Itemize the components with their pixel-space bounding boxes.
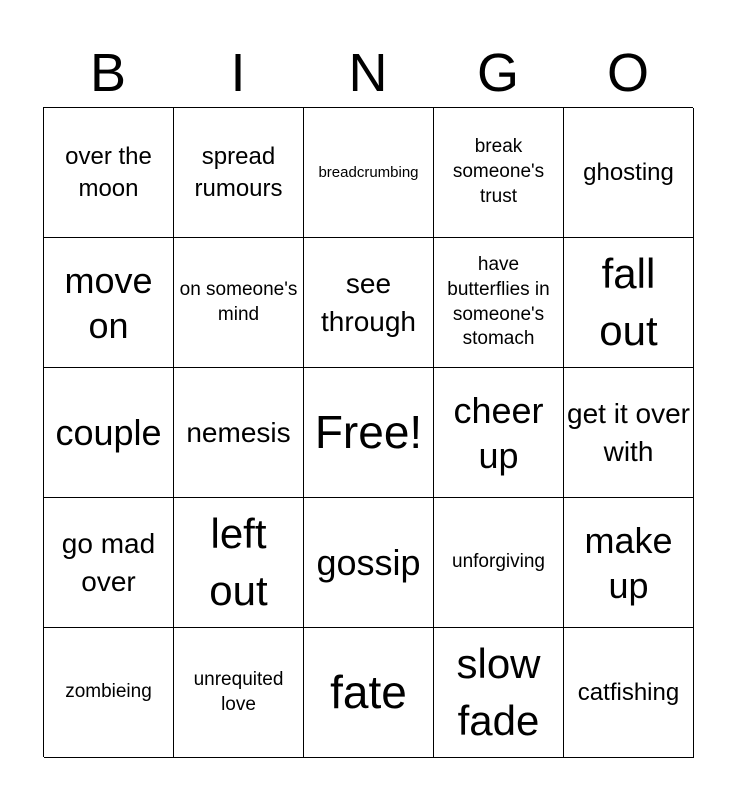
bingo-cell[interactable]: fall out bbox=[564, 238, 694, 368]
bingo-cell[interactable]: over the moon bbox=[44, 108, 174, 238]
bingo-cell[interactable]: have butterflies in someone's stomach bbox=[434, 238, 564, 368]
bingo-cell[interactable]: go mad over bbox=[44, 498, 174, 628]
header-letter-i: I bbox=[230, 43, 246, 103]
bingo-cell[interactable]: couple bbox=[44, 368, 174, 498]
bingo-cell[interactable]: on someone's mind bbox=[174, 238, 304, 368]
bingo-cell[interactable]: cheer up bbox=[434, 368, 564, 498]
bingo-cell[interactable]: catfishing bbox=[564, 628, 694, 758]
header-letter-b: B bbox=[89, 43, 127, 103]
bingo-cell[interactable]: see through bbox=[304, 238, 434, 368]
bingo-cell-free[interactable]: Free! bbox=[304, 368, 434, 498]
bingo-cell[interactable]: left out bbox=[174, 498, 304, 628]
bingo-cell[interactable]: unrequited love bbox=[174, 628, 304, 758]
bingo-cell[interactable]: gossip bbox=[304, 498, 434, 628]
bingo-cell[interactable]: slow fade bbox=[434, 628, 564, 758]
bingo-cell[interactable]: ghosting bbox=[564, 108, 694, 238]
bingo-cell[interactable]: breadcrumbing bbox=[304, 108, 434, 238]
bingo-cell[interactable]: fate bbox=[304, 628, 434, 758]
bingo-cell[interactable]: break someone's trust bbox=[434, 108, 564, 238]
header-letter-g: G bbox=[476, 43, 519, 103]
bingo-cell[interactable]: make up bbox=[564, 498, 694, 628]
header-letter-n: N bbox=[348, 43, 388, 103]
bingo-card bbox=[43, 107, 693, 757]
bingo-cell[interactable]: nemesis bbox=[174, 368, 304, 498]
bingo-cell[interactable]: get it over with bbox=[564, 368, 694, 498]
header-letter-o: O bbox=[606, 43, 649, 103]
bingo-cell[interactable]: spread rumours bbox=[174, 108, 304, 238]
bingo-header bbox=[43, 40, 693, 106]
bingo-cell[interactable]: unforgiving bbox=[434, 498, 564, 628]
bingo-cell[interactable]: zombieing bbox=[44, 628, 174, 758]
bingo-cell[interactable]: move on bbox=[44, 238, 174, 368]
